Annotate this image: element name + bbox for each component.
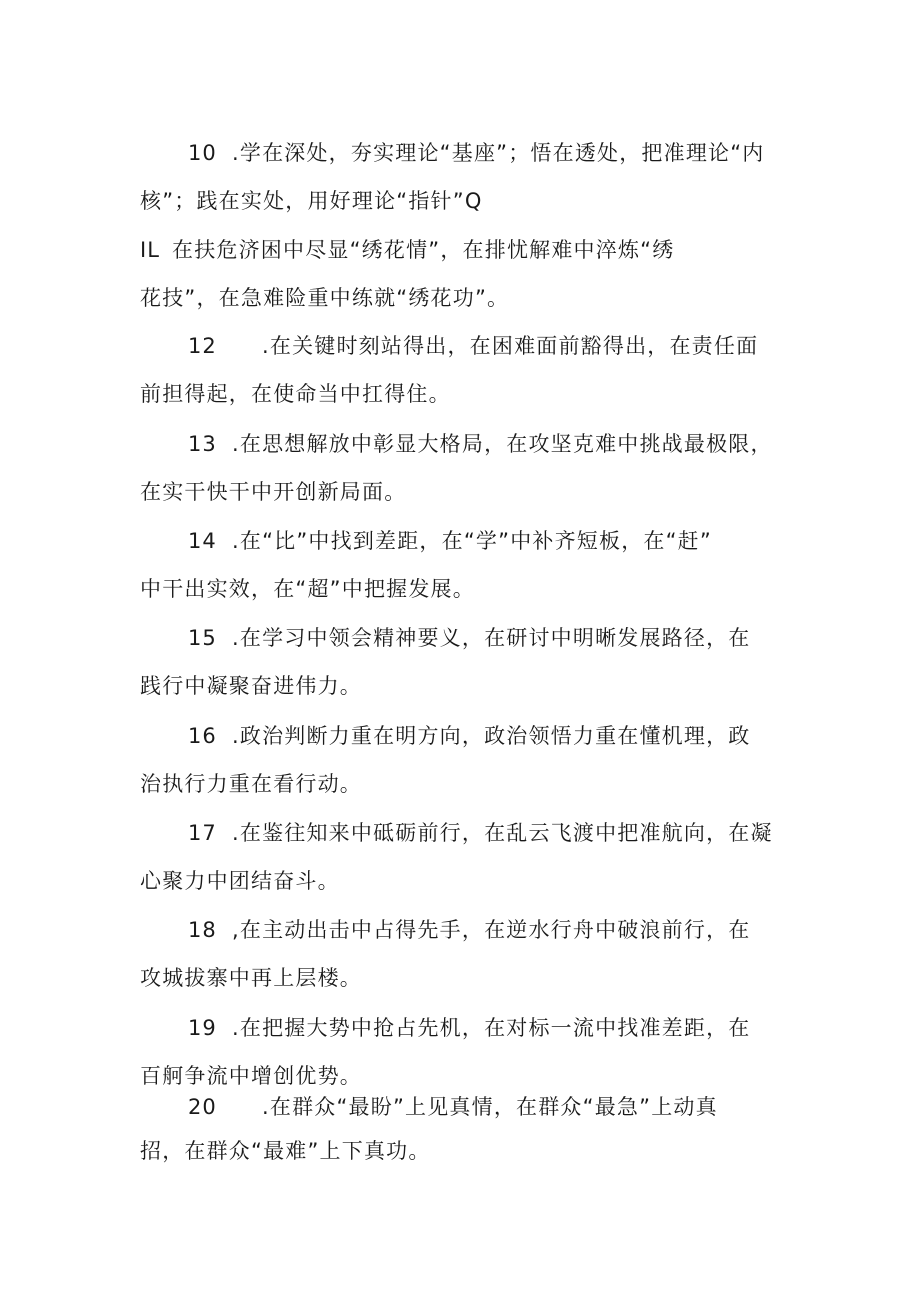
list-item bbox=[140, 226, 785, 322]
item-text: 践行中凝聚奋进伟力。 bbox=[140, 674, 362, 698]
list-item bbox=[140, 712, 785, 808]
item-text: 招，在群众“最难”上下真功。 bbox=[140, 1139, 431, 1163]
item-text: .在学习中领会精神要义，在研讨中明晰发展路径，在 bbox=[232, 626, 751, 650]
item-text: .在鉴往知来中砥砺前行，在乱云飞渡中把准航向，在凝 bbox=[232, 821, 773, 845]
item-text: 在实干快干中开创新局面。 bbox=[140, 480, 407, 504]
item-text: .政治判断力重在明方向，政治领悟力重在懂机理，政 bbox=[232, 724, 751, 748]
list-item bbox=[140, 129, 785, 225]
item-number: 19 bbox=[188, 1016, 217, 1040]
item-text: 攻城拔寨中再上层楼。 bbox=[140, 966, 362, 990]
item-number: 17 bbox=[188, 821, 217, 845]
item-text: .在思想解放中彰显大格局，在攻坚克难中挑战最极限， bbox=[232, 432, 773, 456]
item-text: .在“比”中找到差距，在“学”中补齐短板，在“赶” bbox=[232, 529, 712, 553]
item-text: 核”；践在实处，用好理论“指针”Q bbox=[140, 189, 483, 213]
item-text: 在扶危济困中尽显“绣花情”，在排忧解难中淬炼“绣 bbox=[172, 238, 675, 262]
item-number: 10 bbox=[188, 141, 217, 165]
item-text: ,在主动出击中占得先手，在逆水行舟中破浪前行，在 bbox=[232, 918, 751, 942]
item-text: 中干出实效，在“超”中把握发展。 bbox=[140, 577, 475, 601]
item-text: 百舸争流中增创优势。 bbox=[140, 1064, 362, 1088]
list-item bbox=[140, 517, 785, 613]
item-number: IL bbox=[140, 238, 160, 262]
item-number: 15 bbox=[188, 626, 217, 650]
list-item bbox=[140, 809, 785, 905]
list-item bbox=[140, 1085, 785, 1173]
item-number: 13 bbox=[188, 432, 217, 456]
item-number: 18 bbox=[188, 918, 217, 942]
item-text: .在把握大势中抢占先机，在对标一流中找准差距，在 bbox=[232, 1016, 751, 1040]
item-text: .学在深处，夯实理论“基座”；悟在透处，把准理论“内 bbox=[232, 141, 765, 165]
list-item bbox=[140, 614, 785, 710]
item-text: 心聚力中团结奋斗。 bbox=[140, 869, 340, 893]
item-number: 16 bbox=[188, 724, 217, 748]
list-item bbox=[140, 906, 785, 1002]
item-text: 花技”，在急难险重中练就“绣花功”。 bbox=[140, 286, 510, 310]
list-item bbox=[140, 420, 785, 516]
item-number: 14 bbox=[188, 529, 217, 553]
item-number: 12 bbox=[188, 334, 217, 358]
item-text: .在关键时刻站得出，在困难面前豁得出，在责任面 bbox=[262, 334, 759, 358]
item-number: 20 bbox=[188, 1095, 217, 1119]
item-text: 治执行力重在看行动。 bbox=[140, 772, 362, 796]
item-text: 前担得起，在使命当中扛得住。 bbox=[140, 382, 451, 406]
item-text: .在群众“最盼”上见真情，在群众“最急”上动真 bbox=[262, 1095, 718, 1119]
list-item bbox=[140, 322, 785, 418]
